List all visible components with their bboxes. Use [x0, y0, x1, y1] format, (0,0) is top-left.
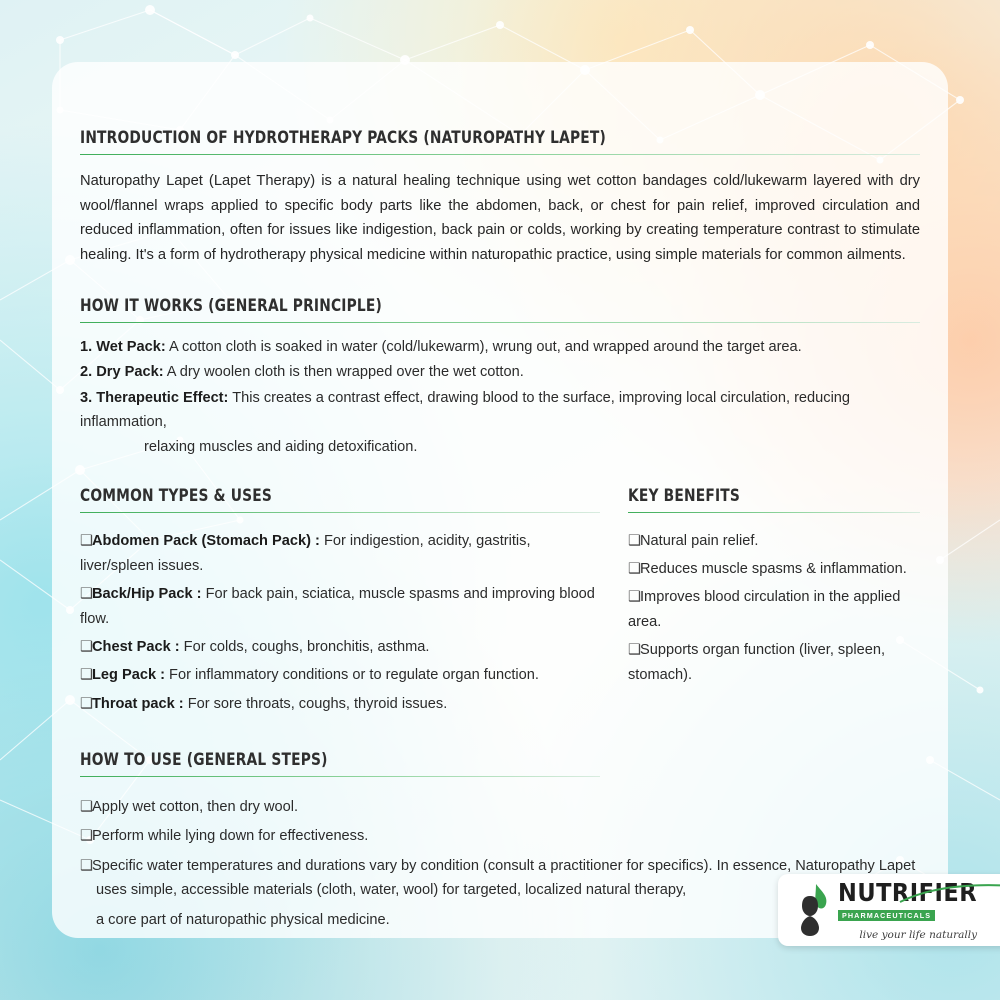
bullet-box-icon: ❑	[80, 586, 94, 603]
bullet-box-icon: ❑	[80, 695, 94, 712]
step-text: A dry woolen cloth is then wrapped over the wet cotton.	[163, 364, 524, 381]
list-item	[80, 692, 600, 717]
list-item	[80, 387, 920, 434]
heading-rule	[80, 512, 600, 513]
step-label: 2. Dry Pack:	[80, 364, 164, 381]
item-text: Apply wet cotton, then dry wool.	[92, 798, 299, 815]
brand-tagline: live your life naturally	[859, 928, 978, 941]
item-text: Specific water temperatures and durations vary by condition (consult a practitioner for specifics). In essence, Naturopathy Lapet	[92, 857, 916, 874]
step-text: This creates a contrast effect, drawing blood to the surface, improving local circulation, reducing inflammation,	[80, 390, 851, 430]
section-how-it-works	[80, 296, 920, 460]
bullet-box-icon: ❑	[628, 532, 642, 549]
two-column-section	[80, 486, 920, 720]
how-to-use-heading: HOW TO USE (GENERAL STEPS)	[80, 749, 328, 769]
introduction-heading: INTRODUCTION OF HYDROTHERAPY PACKS (NATUROPATHY LAPET)	[80, 128, 606, 147]
list-item	[80, 795, 920, 820]
list-item	[80, 361, 920, 385]
list-item	[80, 336, 920, 360]
key-benefits-list	[628, 529, 920, 689]
item-text: For sore throats, coughs, thyroid issues.	[183, 695, 448, 712]
leaf-drop-icon	[792, 882, 832, 938]
bullet-box-icon: ❑	[80, 639, 94, 656]
list-item	[628, 529, 920, 554]
item-text: For inflammatory conditions or to regulate organ function.	[165, 667, 539, 684]
bullet-box-icon: ❑	[80, 857, 94, 874]
heading-rule	[628, 512, 920, 513]
list-item	[628, 585, 920, 635]
item-text: Supports organ function (liver, spleen, stomach).	[628, 642, 885, 684]
brand-logo-plate	[778, 874, 1000, 946]
item-text: Improves blood circulation in the applied area.	[628, 589, 901, 631]
heading-rule	[80, 776, 600, 777]
item-text-continued: a core part of naturopathic physical medicine.	[96, 911, 390, 928]
item-text: For back pain, sciatica, muscle spasms and improving blood flow.	[80, 586, 595, 628]
item-text: For colds, coughs, bronchitis, asthma.	[179, 639, 430, 656]
key-benefits-heading: KEY BENEFITS	[628, 485, 741, 505]
list-item	[80, 635, 600, 660]
item-label: Chest Pack :	[92, 639, 180, 656]
item-text-continued: uses simple, accessible materials (cloth, water, wool) for targeted, localized natural therapy,	[96, 882, 687, 899]
brand-name: NUTRIFIER	[838, 877, 978, 907]
bullet-box-icon: ❑	[628, 561, 642, 578]
step-text-continued: relaxing muscles and aiding detoxification.	[144, 439, 418, 456]
step-label: 1. Wet Pack:	[80, 338, 166, 355]
list-item	[80, 582, 600, 632]
bullet-box-icon: ❑	[80, 667, 94, 684]
common-types-list	[80, 529, 600, 717]
list-item	[80, 663, 600, 688]
list-item	[80, 529, 600, 579]
list-item	[80, 436, 920, 460]
item-label: Back/Hip Pack :	[92, 586, 202, 603]
brand-subtitle: PHARMACEUTICALS	[838, 910, 935, 921]
common-types-heading: COMMON TYPES & USES	[80, 485, 273, 505]
item-text: Perform while lying down for effectiveness.	[92, 828, 369, 845]
item-label: Leg Pack :	[92, 667, 165, 684]
heading-rule	[80, 154, 920, 155]
section-introduction	[80, 128, 920, 268]
step-text: A cotton cloth is soaked in water (cold/lukewarm), wrung out, and wrapped around the target area.	[165, 338, 802, 355]
list-item	[80, 824, 920, 849]
item-text: Reduces muscle spasms & inflammation.	[640, 561, 907, 578]
how-it-works-heading: HOW IT WORKS (GENERAL PRINCIPLE)	[80, 295, 383, 315]
item-text: Natural pain relief.	[640, 532, 759, 549]
heading-rule	[80, 322, 920, 323]
brand-text	[838, 877, 978, 941]
section-common-types	[80, 486, 600, 720]
step-label: 3. Therapeutic Effect:	[80, 390, 229, 407]
bullet-box-icon: ❑	[628, 642, 642, 659]
list-item	[628, 638, 920, 688]
bullet-box-icon: ❑	[80, 828, 94, 845]
document-content	[80, 128, 920, 937]
item-text: For indigestion, acidity, gastritis, liver/spleen issues.	[80, 532, 531, 575]
bullet-box-icon: ❑	[80, 532, 94, 549]
bullet-box-icon: ❑	[628, 589, 642, 606]
item-label: Abdomen Pack (Stomach Pack) :	[92, 532, 320, 549]
section-how-to-use	[80, 750, 600, 777]
list-item	[628, 557, 920, 582]
section-key-benefits	[600, 486, 920, 720]
bullet-box-icon: ❑	[80, 798, 94, 815]
item-label: Throat pack :	[92, 695, 184, 712]
how-it-works-steps	[80, 336, 920, 460]
introduction-paragraph: Naturopathy Lapet (Lapet Therapy) is a natural healing technique using wet cotton bandages cold/lukewarm layered with dry wool/flannel wraps applied to specific body parts like the abdomen, back, or chest for pain relief, improved circulation and reduced inflammation, often for issues like indigestion, back pain or colds, working by creating temperature contrast to stimulate healing. It's a form of hydrotherapy physical medicine within naturopathic practice, using simple materials for common ailments.	[80, 173, 920, 264]
